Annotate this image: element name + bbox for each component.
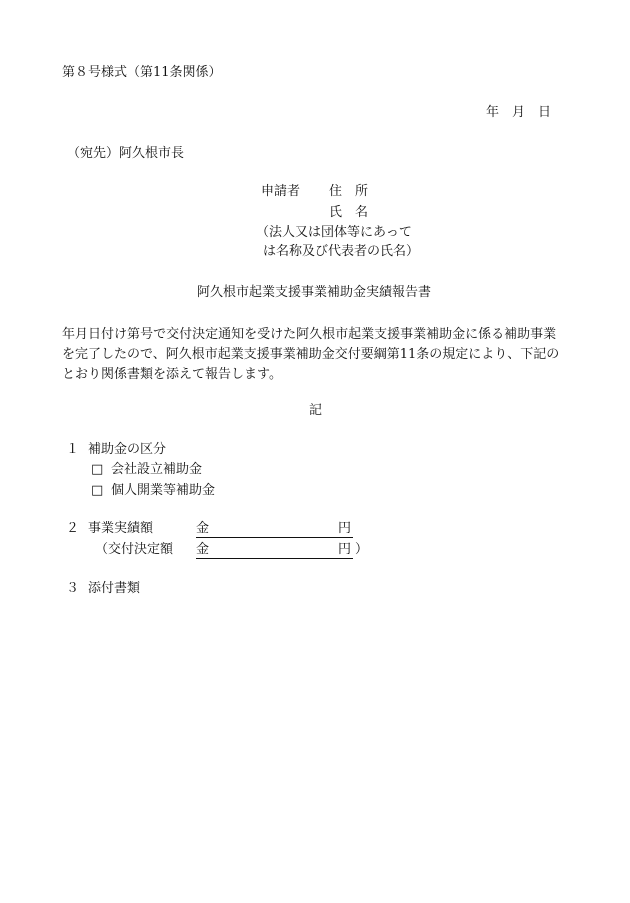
corp-note-line1: （法人又は団体等にあって xyxy=(256,225,412,240)
body-dai: 第 xyxy=(127,327,141,342)
form-number: 第８号様式（第11条関係） xyxy=(62,65,222,80)
option-individual-business[interactable] xyxy=(91,484,215,497)
body-main-text: 号で交付決定通知を受けた阿久根市起業支援事業補助金に係る補助事業を完了したので、阿久根市起業支援事業補助金交付要綱第11条の規定により、下記のとおり関係書類を添えて報告します。 xyxy=(62,327,560,382)
date-year-label: 年 xyxy=(486,105,500,120)
option-company-establishment[interactable] xyxy=(91,463,202,476)
checkbox-icon[interactable]: □ xyxy=(91,462,104,477)
decided-amount-label: （交付決定額 xyxy=(95,542,174,557)
address-label: 住 所 xyxy=(329,184,369,199)
kin-label: 金 xyxy=(196,542,210,557)
body-paragraph xyxy=(62,325,562,385)
yen-label: 円 xyxy=(337,521,351,536)
ki-heading: 記 xyxy=(309,403,323,418)
kin-label: 金 xyxy=(196,521,210,536)
section1-heading xyxy=(66,443,166,456)
section2-heading xyxy=(66,522,153,535)
decided-amount-field[interactable] xyxy=(196,543,353,559)
section2-title: 事業実績額 xyxy=(88,521,154,536)
section3-title: 添付書類 xyxy=(88,581,141,596)
corp-note-line2: は名称及び代表者の氏名） xyxy=(263,244,420,259)
date-day-label: 日 xyxy=(538,105,552,120)
body-year: 年 xyxy=(62,327,76,342)
name-label: 氏 名 xyxy=(329,205,369,220)
document-title: 阿久根市起業支援事業補助金実績報告書 xyxy=(197,285,432,300)
addressee: （宛先）阿久根市長 xyxy=(67,146,185,161)
section1-title: 補助金の区分 xyxy=(88,442,167,457)
applicant-label: 申請者 xyxy=(261,184,301,199)
body-month: 月 xyxy=(75,327,89,342)
option-label: 会社設立補助金 xyxy=(111,462,203,477)
actual-amount-field[interactable] xyxy=(196,522,353,538)
yen-label: 円 xyxy=(337,542,351,557)
section3-number: ３ xyxy=(66,581,80,596)
checkbox-icon[interactable]: □ xyxy=(91,483,104,498)
date-month-label: 月 xyxy=(512,105,526,120)
body-day-suffix: 日付け xyxy=(88,327,128,342)
date-line xyxy=(486,106,551,119)
decided-amount-close: ） xyxy=(355,542,369,557)
section1-number: １ xyxy=(66,442,80,457)
section2-number: ２ xyxy=(66,521,80,536)
section3-heading xyxy=(66,582,140,595)
option-label: 個人開業等補助金 xyxy=(111,483,216,498)
